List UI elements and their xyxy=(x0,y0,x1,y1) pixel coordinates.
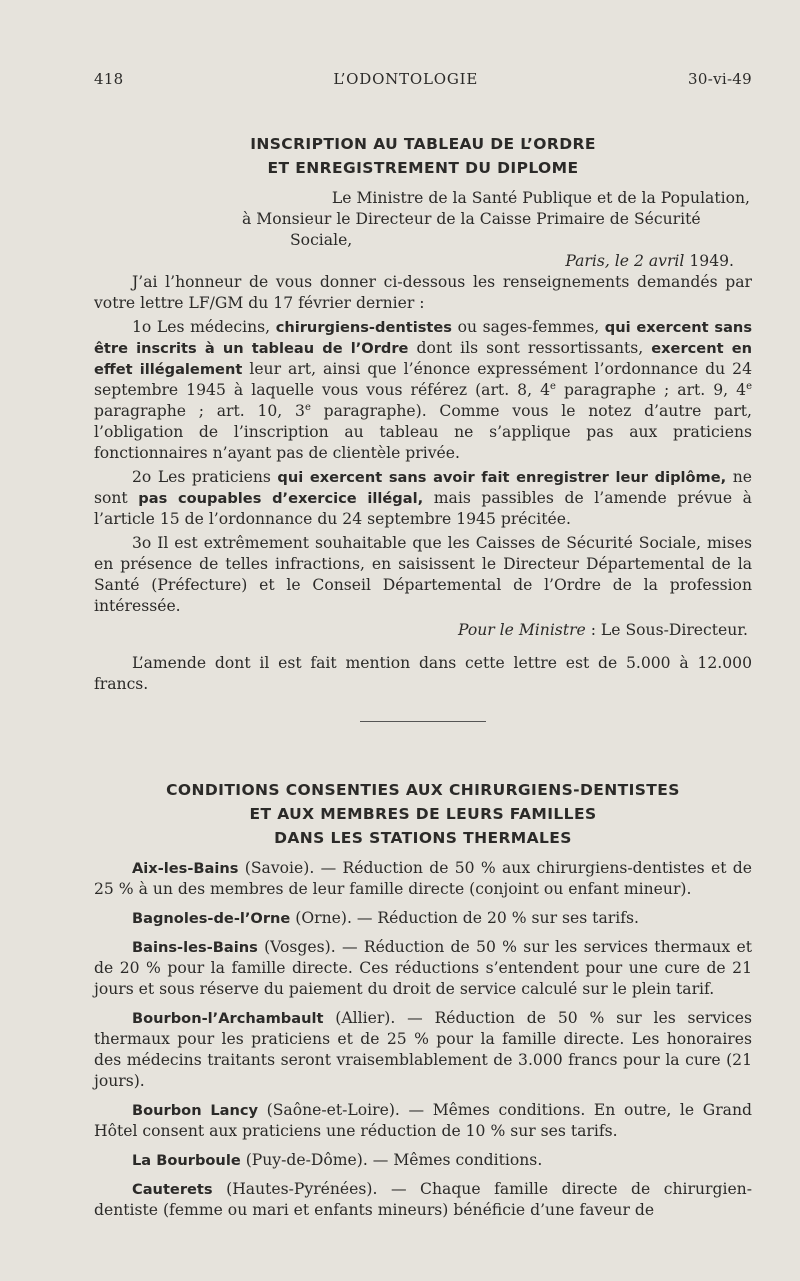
letter-recipient-line-2: Sociale, xyxy=(290,231,353,249)
letter-recipient-line-1: à Monsieur le Directeur de la Caisse Primaire de Sécurité xyxy=(242,210,701,228)
paragraph-1: 1o Les médecins, chirurgiens-dentistes ou sages-femmes, qui exercent sans être inscrits à un tableau de l’Ordre dont ils sont ressortissants, exercent en effet illégalement leur art, ainsi que l’énonce expressément l’ordonnance du 24 septembre 1945 à laquelle vous vous référez (art. 8, 4e paragraphe ; art. 9, 4e paragraphe ; art. 10, 3e paragraphe). Comme vous le notez d’autre part, l’obligation de l’inscription au tableau ne s’applique pas aux praticiens fonctionnaires n’ayant pas de clientèle privée. xyxy=(94,318,753,462)
title-line-2: ET AUX MEMBRES DE LEURS FAMILLES xyxy=(249,805,597,823)
station-entry: Bourbon Lancy (Saône-et-Loire). — Mêmes conditions. En outre, le Grand Hôtel consent aux praticiens une réduction de 10 % sur ses tarifs. xyxy=(94,1101,752,1140)
page-number: 418 xyxy=(94,70,124,88)
title-line-1: INSCRIPTION AU TABLEAU DE L’ORDRE xyxy=(250,135,596,153)
station-entry: Bourbon-l’Archambault (Allier). — Réduction de 50 % sur les services thermaux pour les praticiens et de 25 % pour la famille directe. Les honoraires des médecins traitants seront vraisemblablement de 3.000 francs pour la cure (21 jours). xyxy=(94,1009,752,1090)
article-title xyxy=(94,778,752,850)
article-title xyxy=(94,132,752,180)
station-entry: Bains-les-Bains (Vosges). — Réduction de 50 % sur les services thermaux et de 20 % pour la famille directe. Ces réductions s’entendent pour une cure de 21 jours et sous réserve du paiement du droit de service calculé sur le plein tarif. xyxy=(94,938,752,998)
title-line-1: CONDITIONS CONSENTIES AUX CHIRURGIENS-DENTISTES xyxy=(166,781,680,799)
closing-note: L’amende dont il est fait mention dans cette lettre est de 5.000 à 12.000 francs. xyxy=(94,654,752,693)
section-divider xyxy=(360,721,486,722)
letter-place-date: Paris, le 2 avril 1949. xyxy=(565,252,734,270)
journal-title: L’ODONTOLOGIE xyxy=(333,70,479,88)
station-entry: La Bourboule (Puy-de-Dôme). — Mêmes conditions. xyxy=(132,1151,543,1169)
station-entry: Aix-les-Bains (Savoie). — Réduction de 50 % aux chirurgiens-dentistes et de 25 % à un des membres de leur famille directe (conjoint ou enfant mineur). xyxy=(94,859,752,898)
station-entry: Cauterets (Hautes-Pyrénées). — Chaque famille directe de chirurgien-dentiste (femme ou mari et enfants mineurs) bénéficie d’une faveur de xyxy=(94,1180,752,1219)
letter-sender: Le Ministre de la Santé Publique et de la Population, xyxy=(331,189,750,207)
title-line-2: ET ENREGISTREMENT DU DIPLOME xyxy=(267,159,579,177)
station-entry: Bagnoles-de-l’Orne (Orne). — Réduction de 20 % sur ses tarifs. xyxy=(132,909,639,927)
paragraph-2: 2o Les praticiens qui exercent sans avoir fait enregistrer leur diplôme, ne sont pas coupables d’exercice illégal, mais passibles de l’amende prévue à l’article 15 de l’ordonnance du 24 septembre 1945 précitée. xyxy=(94,468,752,528)
paragraph-3: 3o Il est extrêmement souhaitable que les Caisses de Sécurité Sociale, mises en présence de telles infractions, en saisissent le Directeur Départemental de la Santé (Préfecture) et le Conseil Départemental de l’Ordre de la profession intéressée. xyxy=(94,534,752,615)
letter-signature: Pour le Ministre : Le Sous-Directeur. xyxy=(457,621,748,639)
title-line-3: DANS LES STATIONS THERMALES xyxy=(274,829,572,847)
letter-intro: J’ai l’honneur de vous donner ci-dessous les renseignements demandés par votre lettre LF/GM du 17 février dernier : xyxy=(94,273,752,312)
running-header xyxy=(94,70,752,88)
article-conditions xyxy=(94,778,752,1221)
stations-list xyxy=(94,858,752,1221)
article-inscription xyxy=(94,132,752,695)
issue-date: 30-vi-49 xyxy=(688,70,752,88)
letter-address xyxy=(94,188,752,272)
